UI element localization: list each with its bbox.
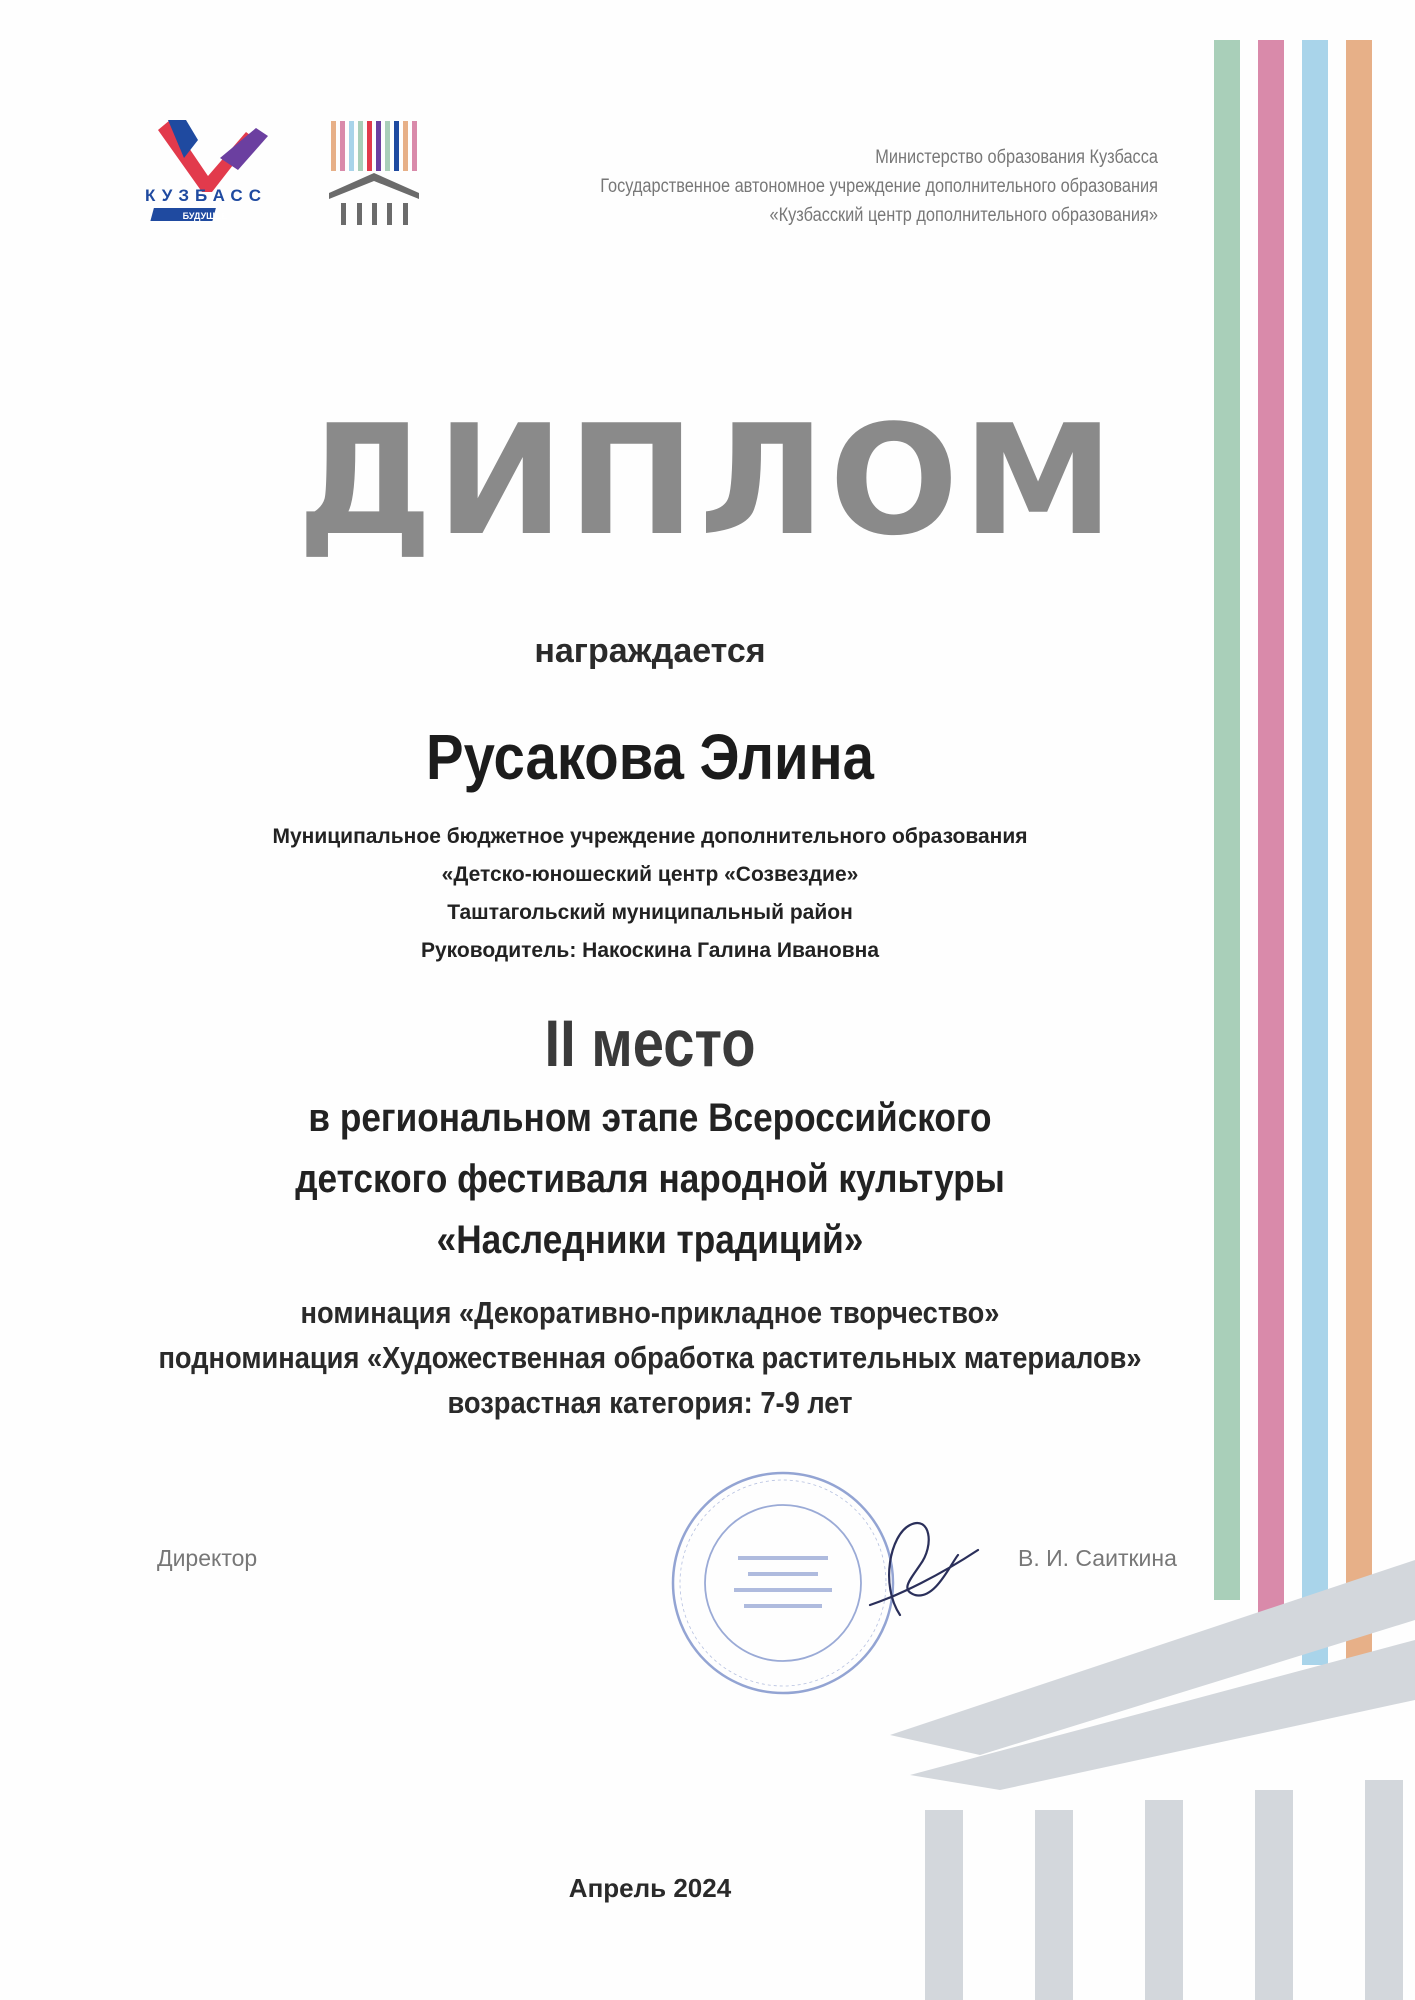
nomination-line: номинация «Декоративно-прикладное творчество»	[300, 1295, 1000, 1330]
organization-line: «Детско-юношеский центр «Созвездие»	[441, 863, 859, 886]
festival-block	[78, 1088, 1222, 1271]
recipient-name: Русакова Элина	[426, 721, 874, 793]
issuer-header	[504, 143, 1158, 230]
organization-block	[0, 818, 1300, 970]
kuzbass-logo-text: КУЗБАСС	[144, 186, 268, 205]
center-logo	[327, 117, 422, 227]
header-line: Государственное автономное учреждение дополнительного образования	[600, 176, 1158, 197]
nomination-block	[78, 1290, 1222, 1425]
nomination-line: подноминация «Художественная обработка растительных материалов»	[158, 1340, 1142, 1375]
handwritten-signature	[840, 1505, 980, 1625]
organization-line: Руководитель: Накоскина Галина Ивановна	[420, 939, 880, 962]
nomination-line: возрастная категория: 7-9 лет	[447, 1385, 853, 1420]
organization-line: Муниципальное бюджетное учреждение дополнительного образования	[272, 825, 1028, 848]
place-award: II место	[544, 1006, 756, 1080]
festival-line: детского фестиваля народной культуры	[295, 1157, 1005, 1201]
festival-line: в региональном этапе Всероссийского	[308, 1096, 992, 1140]
kuzbass-logo	[128, 118, 288, 233]
diploma-title: ДИПЛОМ	[297, 392, 1118, 569]
signer-name: В. И. Саиткина	[1018, 1545, 1177, 1571]
building-graphic	[890, 1560, 1415, 2000]
issue-date: Апрель 2024	[568, 1873, 732, 1903]
organization-line: Таштагольский муниципальный район	[447, 901, 853, 924]
header-line: «Кузбасский центр дополнительного образования»	[769, 205, 1158, 226]
signature-position: Директор	[157, 1545, 258, 1571]
awarded-text: награждается	[534, 632, 766, 670]
header-line: Министерство образования Кузбасса	[875, 147, 1158, 168]
kuzbass-logo-subtext: БУДУЩЕЕ	[182, 211, 228, 221]
festival-line: «Наследники традиций»	[436, 1218, 864, 1262]
